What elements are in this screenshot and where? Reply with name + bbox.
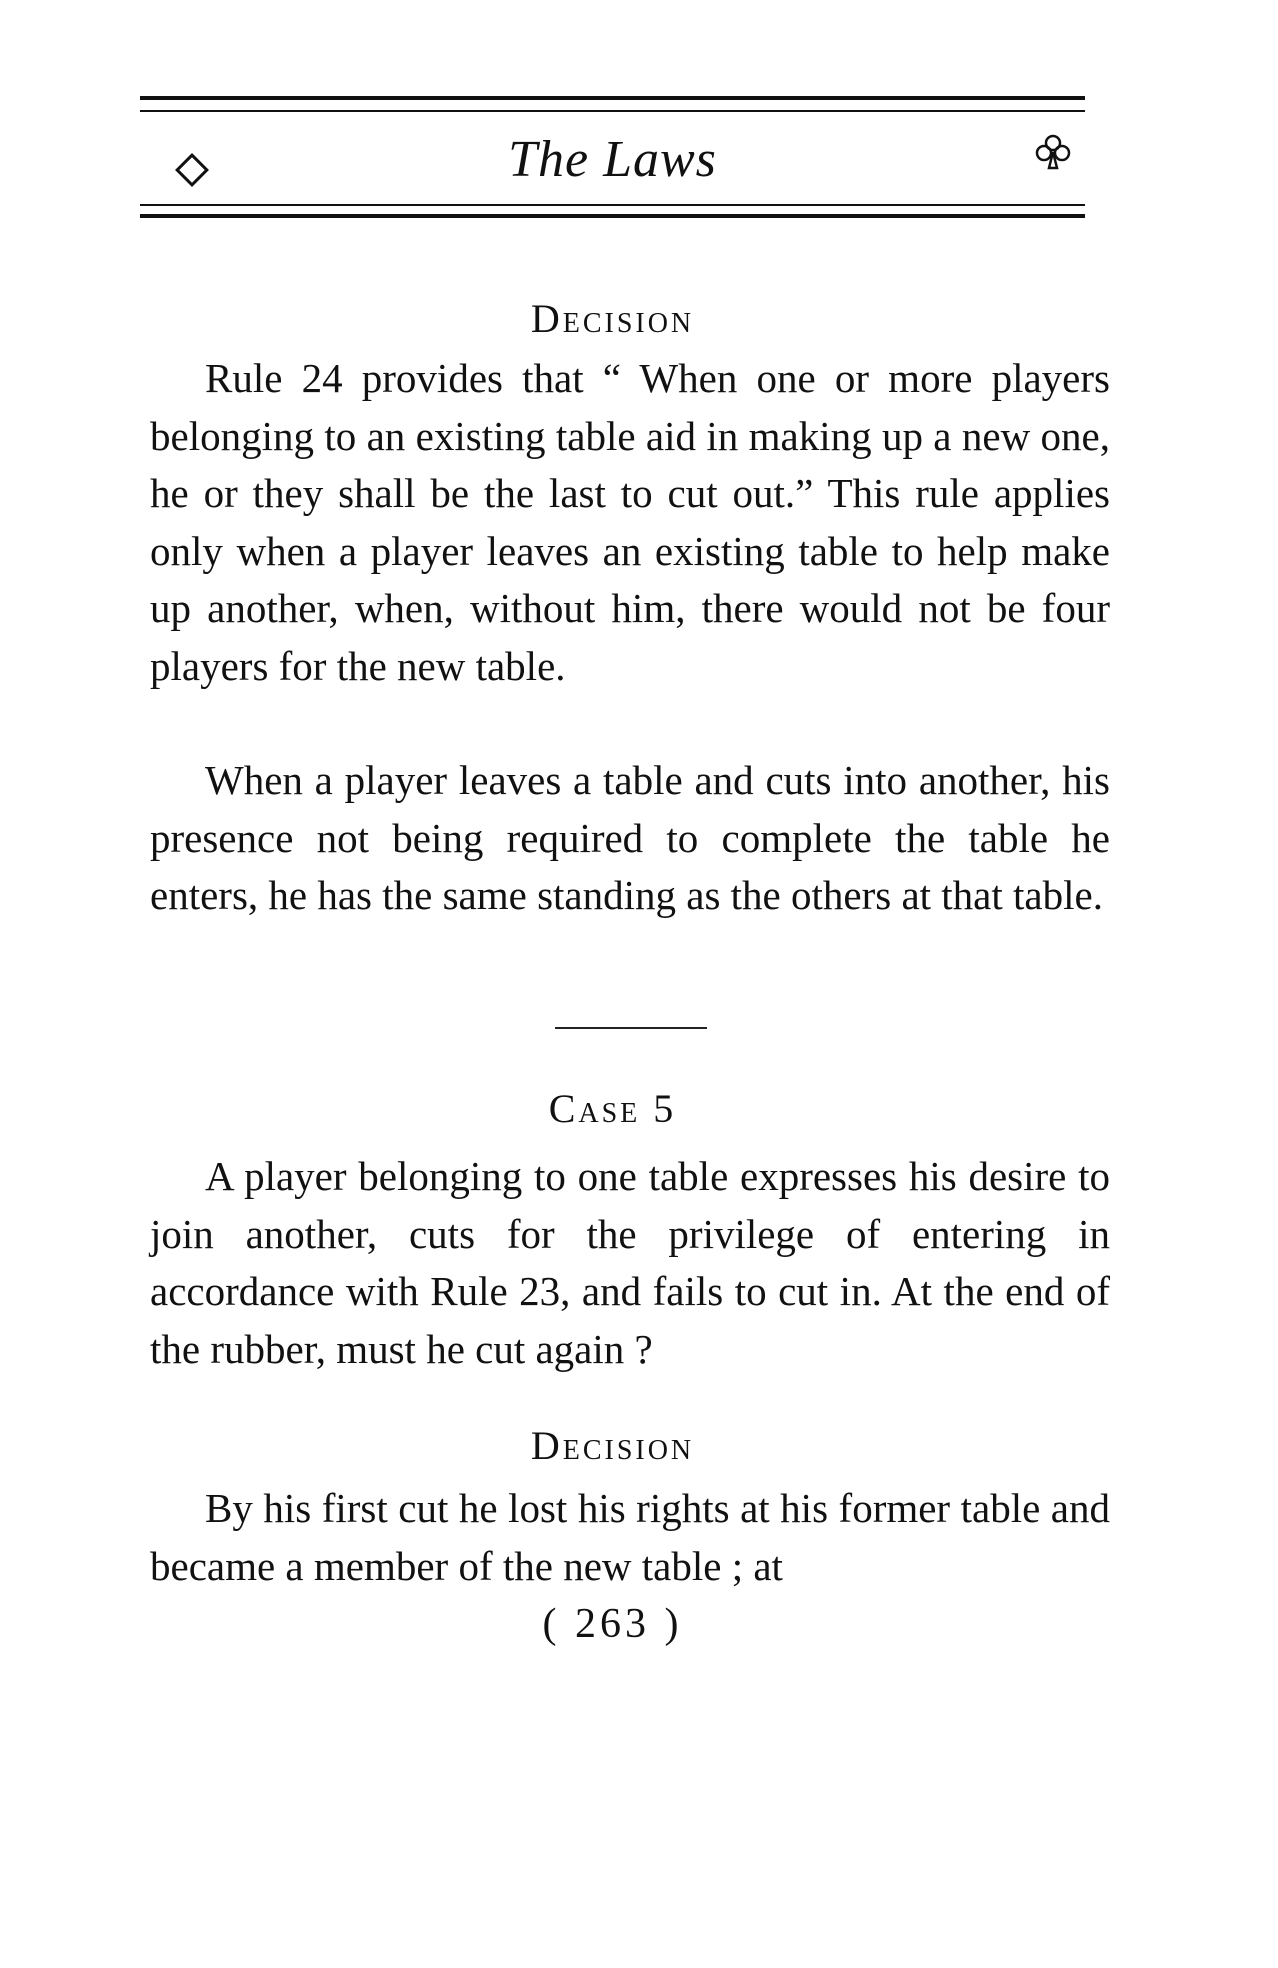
header-rule-bottom-thin — [140, 204, 1085, 206]
header-rule-top-thin — [140, 110, 1085, 112]
decision-heading: Decision — [530, 296, 695, 341]
running-head — [140, 120, 1085, 200]
header-rule-bottom-thick — [140, 214, 1085, 218]
case-heading: Case 5 — [548, 1086, 677, 1131]
case-question: A player belonging to one table expresses his desire to join another, cuts for the privilege of entering in accordance with Rule 23, and fails to cut in. At the end of the rubber, must he cut again ? — [150, 1153, 1110, 1372]
running-head-title: The Laws — [508, 131, 717, 188]
decision-paragraph-3: By his first cut he lost his rights at his former table and became a member of the new table ; at — [150, 1485, 1110, 1589]
decision-paragraph-1: Rule 24 provides that “ When one or more players belonging to an existing table aid in making up a new one, he or they shall be the last to cut out.” This rule applies only when a player leaves an existing table to help make up another, when, without him, there would not be four players for the new table. — [150, 355, 1110, 689]
club-icon — [1033, 132, 1073, 172]
header-rule-top-thick — [140, 96, 1085, 100]
page-number: ( 263 ) — [542, 1601, 683, 1647]
decision-paragraph-2: When a player leaves a table and cuts into another, his presence not being required to complete the table he enters, he has the same standing as the others at that table. — [150, 757, 1110, 918]
decision-heading-2: Decision — [530, 1423, 695, 1468]
section-divider — [555, 1027, 707, 1029]
